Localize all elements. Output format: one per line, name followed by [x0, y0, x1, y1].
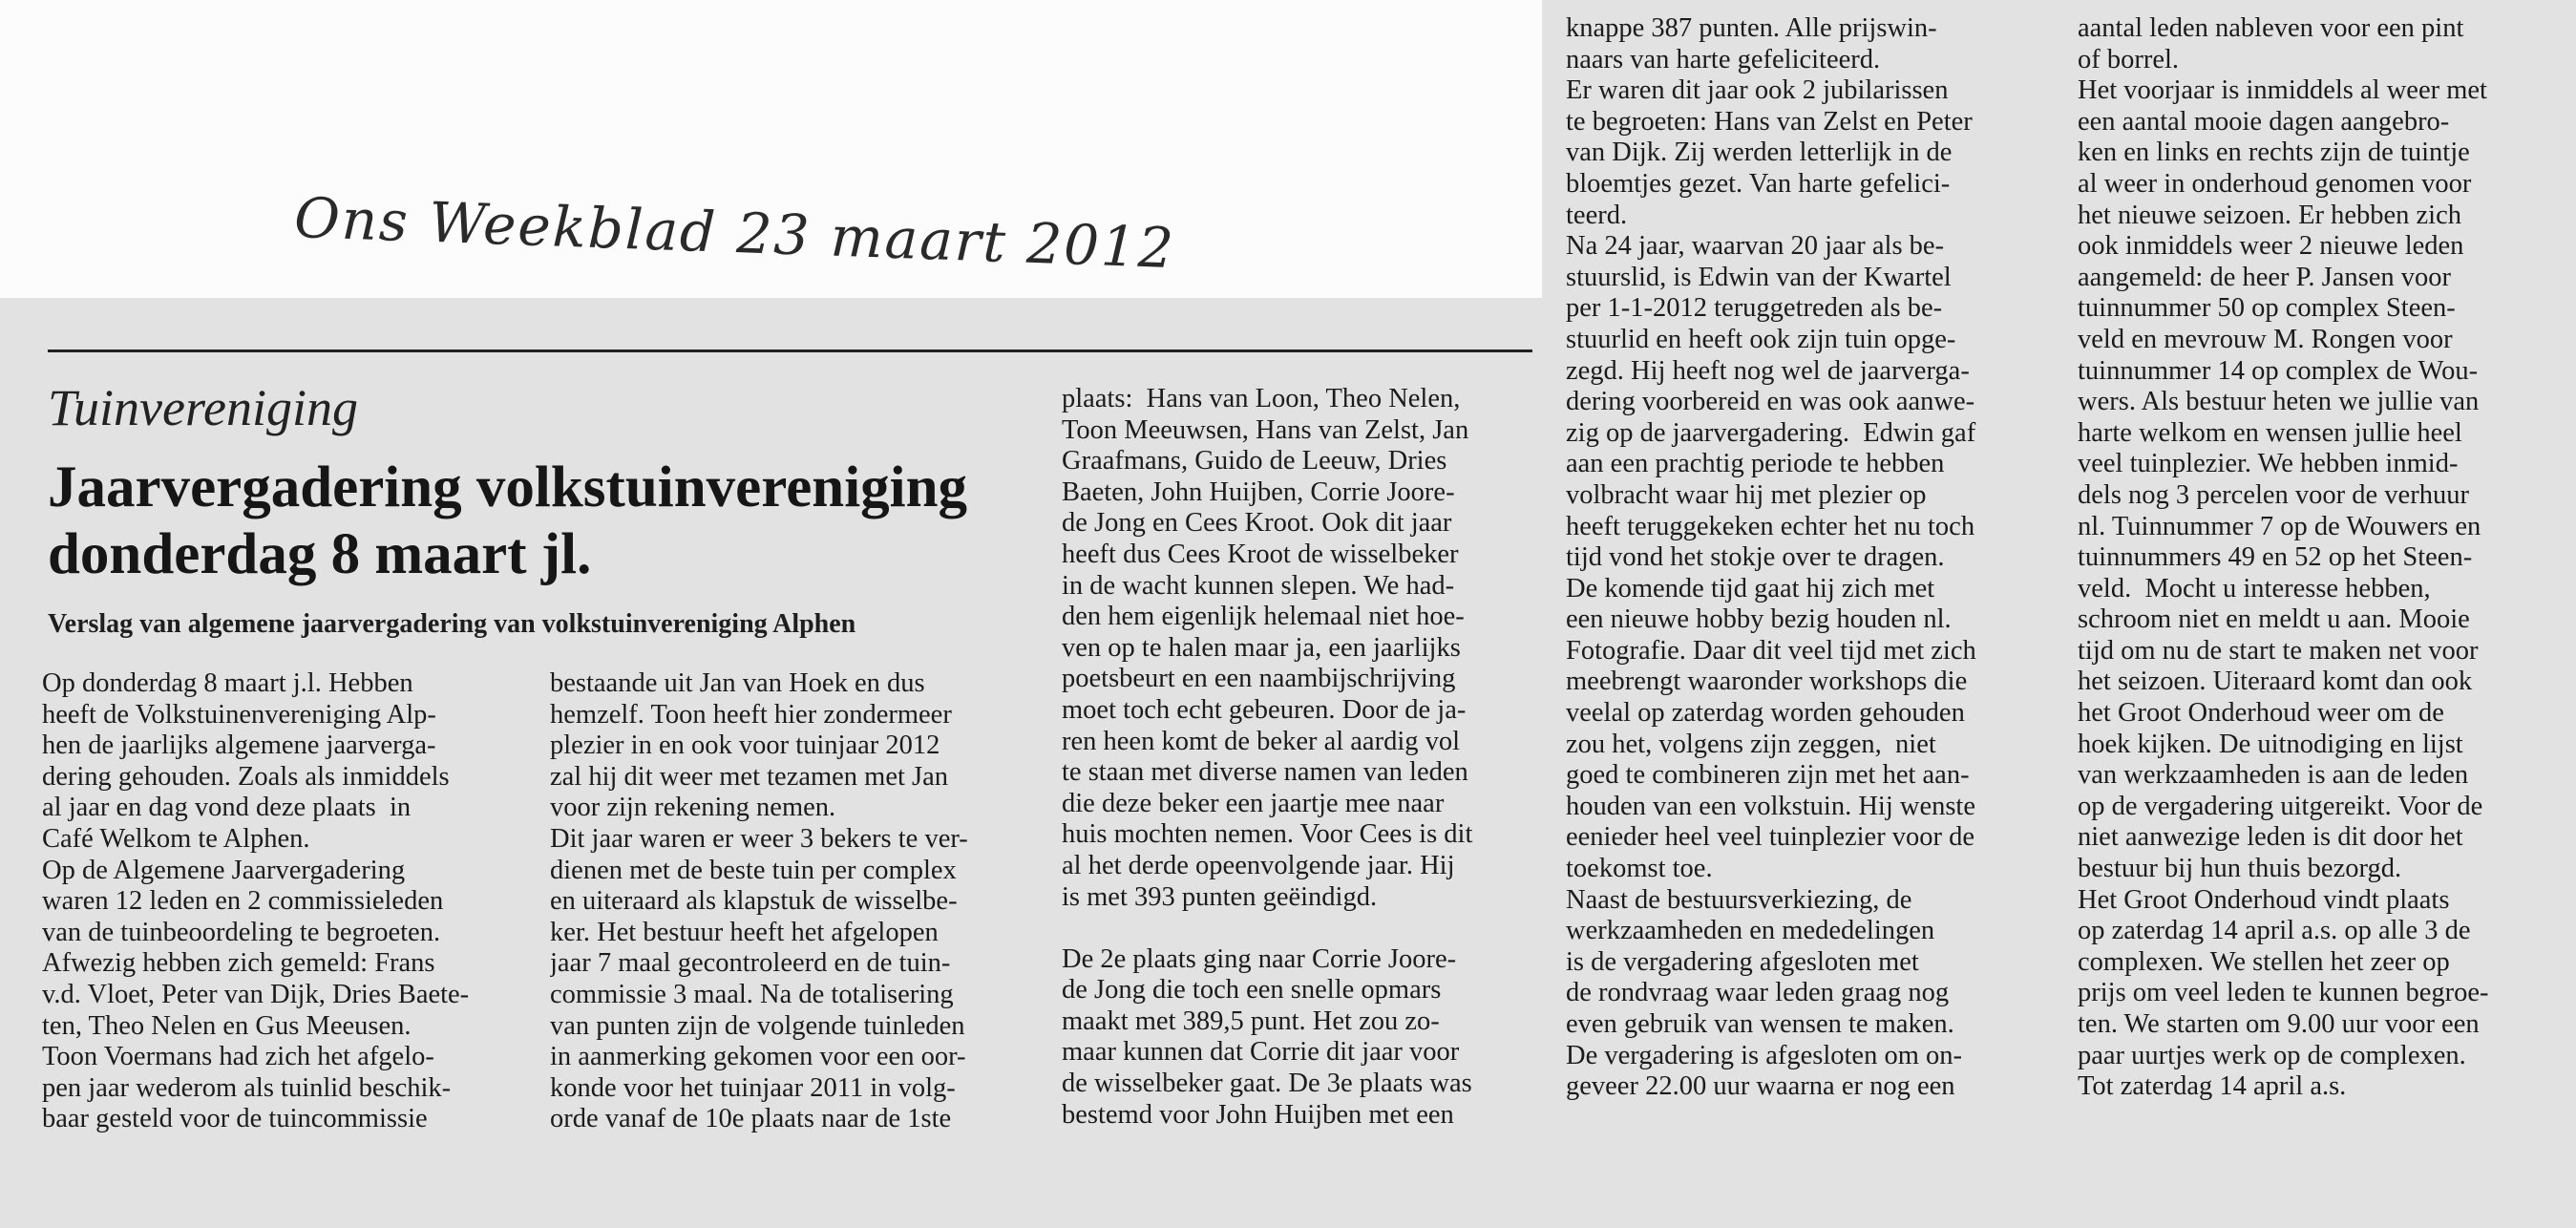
article-column-4: knappe 387 punten. Alle prijswin- naars van harte gefeliciteerd. Er waren dit jaar ook 2 jubilarissen te begroeten: Hans van Zelst en Peter van Dijk. Zij werden letterlijk in de bloemtjes gezet. Van harte gefelici- teerd. Na 24 jaar, waarvan 20 jaar als be- stuurslid, is Edwin van der Kwartel per 1-1-2012 teruggetreden als be- stuurlid en heeft ook zijn tuin opge- zegd. Hij heeft nog wel de jaarverga- dering voorbereid en was ook aanwe- zig op de jaarvergadering. Edwin gaf aan een prachtig periode te hebben volbracht waar hij met plezier op heeft teruggekeken echter het nu toch tijd vond het stokje over te dragen. De komende tijd gaat hij zich met een nieuwe hobby bezig houden nl. Fotografie. Daar dit veel tijd met zich meebrengt waaronder workshops die veelal op zaterdag worden gehouden zou het, volgens zijn zeggen, niet goed te combineren zijn met het aan- houden van een volkstuin. Hij wenste eenieder heel veel tuinplezier voor de toekomst toe. Naast de bestuursverkiezing, de werkzaamheden en mededelingen is de vergadering afgesloten met de rondvraag waar leden graag nog even gebruik van wensen te maken. De vergadering is afgesloten om on- geveer 22.00 uur waarna er nog een — [1566, 13, 1976, 1102]
header-rule — [48, 349, 1532, 352]
article-column-3: plaats: Hans van Loon, Theo Nelen, Toon Meeuwsen, Hans van Zelst, Jan Graafmans, Guido de Leeuw, Dries Baeten, John Huijben, Corrie Joore- de Jong en Cees Kroot. Ook dit jaar heeft dus Cees Kroot de wisselbeker in de wacht kunnen slepen. We had- den hem eigenlijk helemaal niet hoe- ven op te halen maar ja, een jaarlijks poetsbeurt en een naambijschrijving moet toch echt gebeuren. Door de ja- ren heen komt de beker al aardig vol te staan met diverse namen van leden die deze beker een jaartje mee naar huis mochten nemen. Voor Cees is dit al het derde opeenvolgende jaar. Hij is met 393 punten geëindigd. De 2e plaats ging naar Corrie Joore- de Jong die toch een snelle opmars maakt met 389,5 punt. Het zou zo- maar kunnen dat Corrie dit jaar voor de wisselbeker gaat. De 3e plaats was bestemd voor John Huijben met een — [1062, 384, 1473, 1130]
section-label: Tuinvereniging — [48, 379, 358, 436]
article-deck: Verslag van algemene jaarvergadering van volkstuinvereniging Alphen — [48, 609, 856, 639]
handwritten-note: Ons Weekblad 23 maart 2012 — [293, 184, 1176, 282]
article-headline: Jaarvergadering volkstuinvereniging donderdag 8 maart jl. — [48, 455, 968, 586]
article-column-1: Op donderdag 8 maart j.l. Hebben heeft de Volkstuinenvereniging Alp- hen de jaarlijks algemene jaarverga- dering gehouden. Zoals als inmiddels al jaar en dag vond deze plaats in Café Welkom te Alphen. Op de Algemene Jaarvergadering waren 12 leden en 2 commissieleden van de tuinbeoordeling te begroeten. Afwezig hebben zich gemeld: Frans v.d. Vloet, Peter van Dijk, Dries Baete- ten, Theo Nelen en Gus Meeusen. Toon Voermans had zich het afgelo- pen jaar wederom als tuinlid beschik- baar gesteld voor de tuincommissie — [42, 668, 470, 1134]
article-column-2: bestaande uit Jan van Hoek en dus hemzelf. Toon heeft hier zondermeer plezier in en ook voor tuinjaar 2012 zal hij dit weer met tezamen met Jan voor zijn rekening nemen. Dit jaar waren er weer 3 bekers te ver- dienen met de beste tuin per complex en uiteraard als klapstuk de wisselbe- ker. Het bestuur heeft het afgelopen jaar 7 maal gecontroleerd en de tuin- commissie 3 maal. Na de totalisering van punten zijn de volgende tuinleden in aanmerking gekomen voor een oor- konde voor het tuinjaar 2011 in volg- orde vanaf de 10e plaats naar de 1ste — [550, 668, 968, 1134]
article-column-5: aantal leden nableven voor een pint of borrel. Het voorjaar is inmiddels al weer met een aantal mooie dagen aangebro- ken en links en rechts zijn de tuintje al weer in onderhoud genomen voor het nieuwe seizoen. Er hebben zich ook inmiddels weer 2 nieuwe leden aangemeld: de heer P. Jansen voor tuinnummer 50 op complex Steen- veld en mevrouw M. Rongen voor tuinnummer 14 op complex de Wou- wers. Als bestuur heten we jullie van harte welkom en wensen jullie heel veel tuinplezier. We hebben inmid- dels nog 3 percelen voor de verhuur nl. Tuinnummer 7 op de Wouwers en tuinnummers 49 en 52 op het Steen- veld. Mocht u interesse hebben, schroom niet en meldt u aan. Mooie tijd om nu de start te maken net voor het seizoen. Uiteraard komt dan ook het Groot Onderhoud weer om de hoek kijken. De uitnodiging en lijst van werkzaamheden is aan de leden op de vergadering uitgereikt. Voor de niet aanwezige leden is dit door het bestuur bij hun thuis bezorgd. Het Groot Onderhoud vindt plaats op zaterdag 14 april a.s. op alle 3 de complexen. We stellen het zeer op prijs om veel leden te kunnen begroe- ten. We starten om 9.00 uur voor een paar uurtjes werk op de complexen. Tot zaterdag 14 april a.s. — [2078, 13, 2489, 1102]
